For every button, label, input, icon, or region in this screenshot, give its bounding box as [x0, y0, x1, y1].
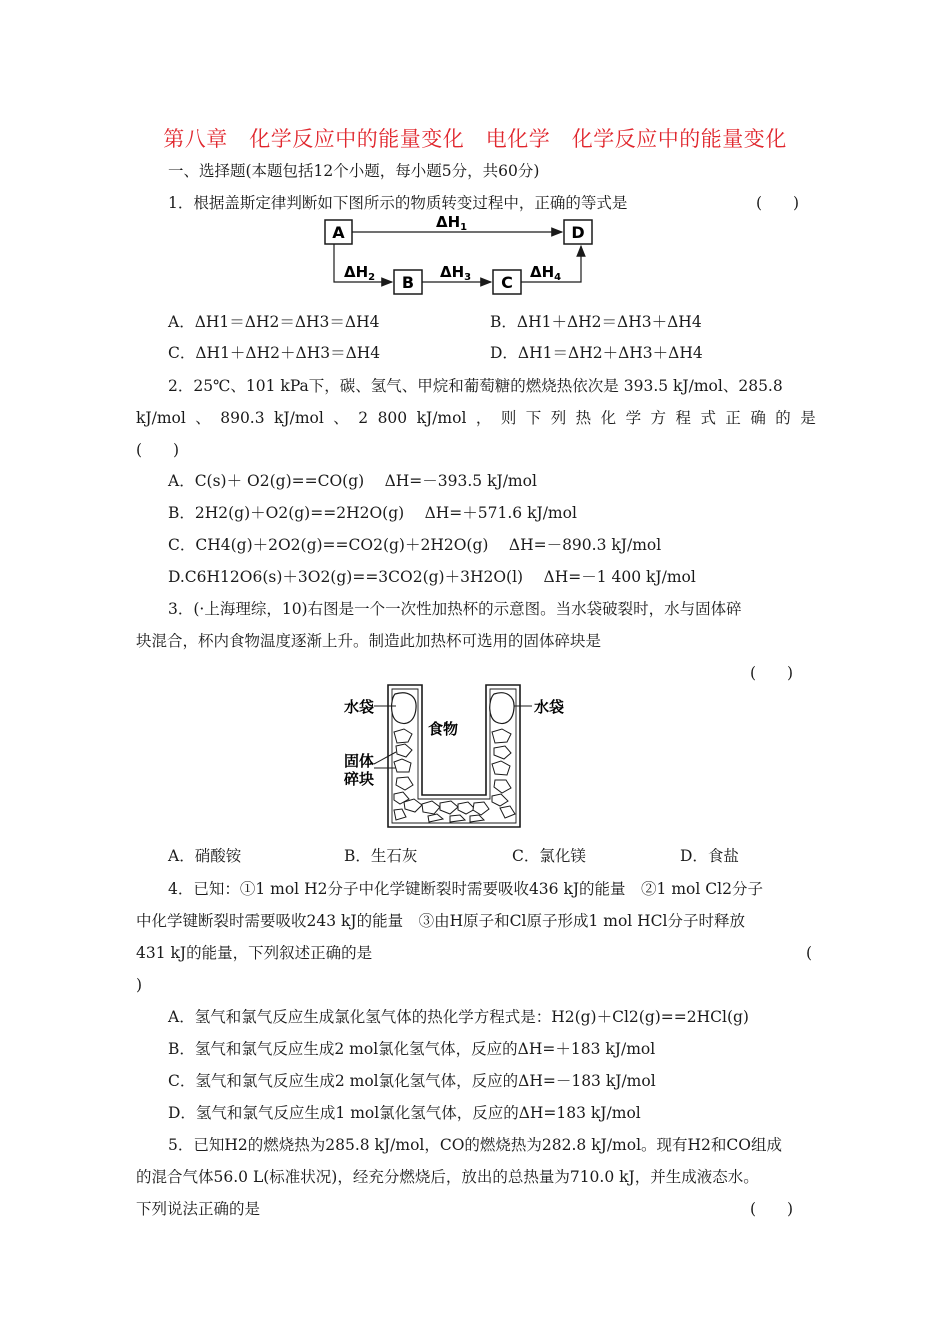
- q2-line2-token: 列: [550, 409, 567, 427]
- q3-option-d[interactable]: D．食盐: [680, 847, 739, 865]
- q2-answer-paren: ( ): [136, 441, 180, 459]
- dh4-label: $\Delta H_4$: [530, 263, 562, 283]
- q2-line2-token: 、: [333, 409, 349, 427]
- q1-option-a[interactable]: A．ΔH1＝ΔH2＝ΔH3＝ΔH4: [168, 313, 380, 331]
- q2-line2-token: 化: [600, 409, 617, 427]
- label-a: A: [332, 223, 345, 242]
- q3-option-a[interactable]: A．硝酸铵: [168, 847, 242, 865]
- label-c: C: [501, 273, 513, 292]
- q1-answer-paren: ( ): [756, 194, 800, 212]
- q2-line2-token: kJ/mol: [136, 409, 186, 427]
- q4-option-c[interactable]: C．氢气和氯气反应生成2 mol氯化氢气体，反应的ΔH=－183 kJ/mol: [168, 1072, 656, 1090]
- q4-paren-open: (: [806, 944, 813, 962]
- dh2-label: $\Delta H_2$: [344, 263, 376, 283]
- q5-line2: 的混合气体56.0 L(标准状况)，经充分燃烧后，放出的总热量为710.0 kJ，并生成液态水。: [136, 1168, 759, 1186]
- q2-line2-token: 正: [725, 409, 741, 427]
- q1-hess-diagram: [316, 214, 606, 300]
- q2-line2-token: 方: [650, 409, 667, 427]
- q5-answer-paren: ( ): [750, 1200, 794, 1218]
- q2-line2-token: 是: [800, 409, 816, 427]
- q2-line2: [136, 408, 816, 428]
- q1-option-d[interactable]: D．ΔH1＝ΔH2＋ΔH3＋ΔH4: [490, 344, 703, 362]
- q2-line2-token: kJ/mol: [274, 409, 324, 427]
- q4-line3: 431 kJ的能量，下列叙述正确的是: [136, 944, 373, 962]
- q2-option-a[interactable]: A．C(s)＋ O2(g)==CO(g) ΔH=－393.5 kJ/mol: [168, 472, 537, 490]
- q2-line2-token: 、: [195, 409, 211, 427]
- q2-line2-token: 800: [377, 409, 408, 427]
- q4-paren-close: ): [136, 976, 143, 994]
- q4-line2: 中化学键断裂时需要吸收243 kJ的能量 ③由H原子和Cl原子形成1 mol HCl分子时释放: [136, 912, 745, 930]
- dh1-label: $\Delta H_1$: [436, 214, 468, 233]
- q3-option-c[interactable]: C．氯化镁: [512, 847, 586, 865]
- q5-line3: 下列说法正确的是: [136, 1200, 261, 1218]
- q2-line2-token: 下: [525, 409, 542, 427]
- q2-line2-token: 2: [358, 409, 369, 427]
- q2-line2-token: kJ/mol: [416, 409, 467, 427]
- water-bag-left-label: 水袋: [344, 698, 375, 716]
- q3-answer-paren: ( ): [750, 664, 794, 682]
- q4-line1: 4．已知：①1 mol H2分子中化学键断裂时需要吸收436 kJ的能量 ②1 mol Cl2分子: [168, 880, 763, 898]
- label-b: B: [401, 273, 415, 292]
- label-d: D: [571, 223, 585, 242]
- section-header: 一、选择题(本题包括12个小题，每小题5分，共60分): [168, 162, 540, 180]
- q5-line1: 5．已知H2的燃烧热为285.8 kJ/mol，CO的燃烧热为282.8 kJ/mol。现有H2和CO组成: [168, 1136, 782, 1154]
- q2-line2-token: ，: [475, 409, 492, 427]
- water-bag-right: [490, 693, 514, 724]
- food-label: 食物: [428, 720, 459, 738]
- q2-line2-token: 程: [675, 409, 691, 427]
- q2-option-c[interactable]: C．CH4(g)＋2O2(g)==CO2(g)＋2H2O(g) ΔH=－890.3 kJ/mol: [168, 536, 662, 554]
- q2-line1: 2．25℃、101 kPa下，碳、氢气、甲烷和葡萄糖的燃烧热依次是 393.5 kJ/mol、285.8: [168, 377, 783, 395]
- solid-label-1: 固体: [344, 752, 375, 770]
- dh3-label: $\Delta H_3$: [440, 263, 472, 283]
- q2-line2-token: 890.3: [220, 409, 265, 427]
- page-title: 第八章 化学反应中的能量变化 电化学 化学反应中的能量变化: [163, 127, 787, 151]
- q2-line2-token: 的: [775, 409, 791, 427]
- q3-line1: 3．(·上海理综，10)右图是一个一次性加热杯的示意图。当水袋破裂时，水与固体碎: [168, 600, 742, 618]
- q3-option-b[interactable]: B．生石灰: [344, 847, 418, 865]
- water-bag-right-label: 水袋: [534, 698, 565, 716]
- q2-line2-token: 式: [700, 409, 716, 427]
- heating-cup-figure: [340, 682, 580, 830]
- q1-option-b[interactable]: B．ΔH1＋ΔH2＝ΔH3＋ΔH4: [490, 313, 702, 331]
- q2-option-b[interactable]: B．2H2(g)＋O2(g)==2H2O(g) ΔH=＋571.6 kJ/mol: [168, 504, 577, 522]
- q1-stem: 1．根据盖斯定律判断如下图所示的物质转变过程中，正确的等式是: [168, 194, 628, 212]
- q4-option-a[interactable]: A．氢气和氯气反应生成氯化氢气体的热化学方程式是：H2(g)＋Cl2(g)==2HCl(g): [168, 1008, 749, 1026]
- q4-option-b[interactable]: B．氢气和氯气反应生成2 mol氯化氢气体，反应的ΔH=＋183 kJ/mol: [168, 1040, 656, 1058]
- q1-option-c[interactable]: C．ΔH1＋ΔH2＋ΔH3＝ΔH4: [168, 344, 381, 362]
- q2-line2-token: 确: [750, 409, 766, 427]
- q2-option-d[interactable]: D.C6H12O6(s)＋3O2(g)==3CO2(g)＋3H2O(l) ΔH=－1 400 kJ/mol: [168, 568, 696, 586]
- q2-line2-token: 热: [575, 409, 592, 427]
- q4-option-d[interactable]: D．氢气和氯气反应生成1 mol氯化氢气体，反应的ΔH=183 kJ/mol: [168, 1104, 641, 1122]
- solid-label-2: 碎块: [344, 770, 375, 788]
- water-bag-left: [392, 693, 417, 724]
- q2-line2-token: 学: [625, 409, 642, 427]
- q2-line2-token: 则: [500, 409, 517, 427]
- q3-line2: 块混合，杯内食物温度逐渐上升。制造此加热杯可选用的固体碎块是: [136, 632, 602, 650]
